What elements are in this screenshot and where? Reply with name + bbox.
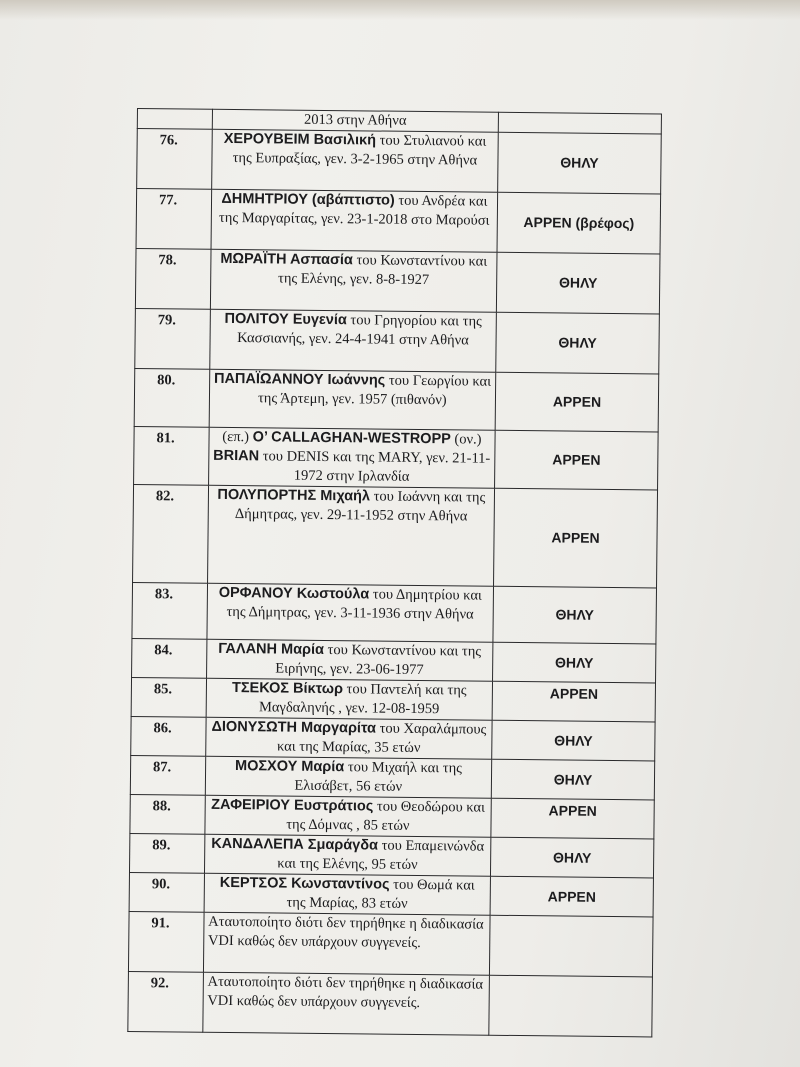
- person-details: του Ανδρέα και της Μαργαρίτας, γεν. 23-1-2018 στο Μαρούσι: [218, 192, 490, 229]
- table-row: [132, 638, 656, 682]
- row-number: 87.: [130, 755, 205, 795]
- sex-cell: ΘΗΛΥ: [493, 642, 656, 683]
- victims-table-body: [128, 109, 662, 1037]
- person-description: [208, 427, 495, 488]
- sex-cell: [489, 975, 653, 1037]
- unidentified-note: Αταυτοποίητο διότι δεν τηρήθηκε η διαδικασία VDI καθώς δεν υπάρχουν συγγενείς.: [207, 913, 484, 952]
- person-description: [205, 756, 492, 798]
- person-description: [209, 369, 496, 430]
- sex-cell: ΑΡΡΕΝ: [492, 681, 655, 722]
- unidentified-note: Αταυτοποίητο διότι δεν τηρήθηκε η διαδικασία VDI καθώς δεν υπάρχουν συγγενείς.: [207, 973, 484, 1012]
- table-row: [135, 308, 660, 373]
- table-row: [131, 716, 655, 760]
- person-details: του Κωνσταντίνου και της Ειρήνης, γεν. 23-06-1977: [275, 641, 482, 679]
- person-name: ΠΟΛΙΤΟΥ Ευγενία: [224, 310, 347, 329]
- person-name: ΧΕΡΟΥΒΕΙΜ Βασιλική: [223, 130, 377, 149]
- table-row: [137, 129, 662, 194]
- table-row: [128, 971, 653, 1036]
- table-row: [135, 248, 660, 313]
- table-row: [131, 677, 655, 721]
- person-details: του Ιωάννη και της Δήμητρας, γεν. 29-11-1952 στην Αθήνα: [234, 488, 486, 525]
- person-name: ΚΑΝΔΑΛΕΠΑ Σμαράγδα: [211, 835, 379, 854]
- row-number: 82.: [133, 484, 209, 583]
- sex-cell: ΘΗΛΥ: [492, 720, 655, 761]
- person-details: του Μιχαήλ και της Ελισάβετ, 56 ετών: [294, 759, 463, 795]
- person-details: του Παντελή και της Μαγδαληνής , γεν. 12-08-1959: [258, 681, 467, 718]
- continuation-text: 2013 στην Αθήνα: [303, 111, 407, 129]
- sex-cell: [498, 112, 661, 134]
- sex-cell: ΘΗΛΥ: [496, 252, 660, 314]
- person-given-name: BRIAN: [213, 447, 260, 465]
- person-details: του Επαμεινώνδα και της Ελένης, 95 ετών: [277, 837, 485, 873]
- person-details: του Θεοδώρου και της Δόμνας , 85 ετών: [286, 798, 486, 834]
- sex-cell: ΘΗΛΥ: [496, 312, 660, 374]
- table-row: [128, 911, 653, 976]
- row-number: 84.: [132, 638, 207, 678]
- row-number: 89.: [129, 833, 204, 873]
- person-name: ΚΕΡΤΣΟΣ Κωνσταντίνος: [219, 874, 390, 893]
- row-number: 91.: [128, 911, 203, 972]
- row-number: 80.: [134, 368, 209, 427]
- person-description: [207, 485, 494, 586]
- row-number: 81.: [134, 426, 209, 485]
- row-number: 90.: [129, 872, 204, 912]
- sex-cell: ΑΡΡΕΝ: [491, 798, 654, 839]
- name-infix: (ον.): [450, 431, 482, 448]
- table-row: [134, 368, 659, 431]
- sex-cell: ΘΗΛΥ: [498, 132, 662, 194]
- person-details: του Κωνσταντίνου και της Ελένης, γεν. 8-8-1927: [277, 252, 488, 289]
- person-name: ΔΙΟΝΥΣΩΤΗ Μαργαρίτα: [211, 718, 377, 737]
- person-description: [211, 189, 498, 252]
- victims-table: [127, 108, 662, 1037]
- sex-cell: ΘΗΛΥ: [491, 837, 654, 878]
- person-description: [210, 249, 497, 312]
- person-description: [206, 639, 493, 681]
- table-row: [134, 426, 659, 489]
- person-details: του Χαραλάμπους και της Μαρίας, 35 ετών: [276, 720, 487, 757]
- person-description: [207, 583, 494, 642]
- row-number: 79.: [135, 308, 210, 369]
- sex-cell: ΘΗΛΥ: [493, 586, 656, 644]
- person-name: ΓΑΛΑΝΗ Μαρία: [218, 640, 325, 658]
- person-name: ΖΑΦΕΙΡΙΟΥ Ευστράτιος: [211, 796, 374, 815]
- person-details: του DENIS και της MARY, γεν. 21-11-1972 στην Ιρλανδία: [259, 448, 491, 485]
- sex-cell: ΑΡΡΕΝ: [495, 372, 659, 432]
- sex-cell: [490, 915, 654, 977]
- person-name: ΟΡΦΑΝΟΥ Κωστούλα: [218, 584, 370, 603]
- table-row: [130, 794, 654, 838]
- person-name: ΔΗΜΗΤΡΙΟΥ (αβάπτιστο): [221, 190, 395, 209]
- person-description: [209, 309, 496, 372]
- person-details: του Γεωργίου και της Άρτεμη, γεν. 1957 (πιθανόν): [257, 372, 492, 409]
- sex-cell: ΑΡΡΕΝ: [494, 488, 658, 588]
- person-details: του Στυλιανού και της Ευπραξίας, γεν. 3-2-1965 στην Αθήνα: [232, 132, 487, 169]
- person-name: ΠΑΠΑΪΩΑΝΝΟΥ Ιωάννης: [213, 370, 386, 389]
- person-details: του Γρηγορίου και της Κασσιανής, γεν. 24-4-1941 στην Αθήνα: [237, 312, 482, 349]
- table-row: [133, 484, 658, 587]
- table-row: [132, 582, 657, 643]
- person-description: [204, 873, 491, 915]
- table-row: [136, 189, 661, 254]
- person-details: του Δημητρίου και της Δήμητρας, γεν. 3-11-1936 στην Αθήνα: [226, 586, 482, 623]
- person-name: ΜΟΣΧΟΥ Μαρία: [234, 758, 345, 776]
- person-description: [204, 834, 491, 876]
- person-description: [206, 678, 493, 720]
- row-number: 92.: [128, 971, 203, 1032]
- name-prefix: (επ.): [222, 428, 253, 446]
- sex-cell: ΑΡΡΕΝ (βρέφος): [497, 192, 661, 254]
- row-number: [137, 109, 212, 130]
- row-number: 83.: [132, 582, 207, 639]
- row-number: 76.: [137, 129, 212, 190]
- row-number: 78.: [135, 248, 210, 309]
- person-description: [203, 912, 490, 975]
- paper-edge-shadow: [0, 0, 800, 20]
- row-number: 88.: [130, 794, 205, 834]
- sex-cell: ΑΡΡΕΝ: [490, 876, 653, 917]
- row-number: 86.: [131, 716, 206, 756]
- table-row: [129, 833, 653, 877]
- table-row: [129, 872, 653, 916]
- table-row: [130, 755, 654, 799]
- row-number: 85.: [131, 677, 206, 717]
- sex-cell: ΘΗΛΥ: [491, 759, 654, 800]
- person-details: του Θωμά και της Μαρίας, 83 ετών: [286, 876, 475, 912]
- sex-cell: ΑΡΡΕΝ: [495, 430, 659, 490]
- person-name: O’ CALLAGHAN-WESTROPP: [252, 429, 451, 448]
- person-name: ΜΩΡΑΪΤΗ Ασπασία: [220, 250, 353, 269]
- person-description: [205, 717, 492, 759]
- person-description: [211, 129, 498, 192]
- person-name: ΠΟΛΥΠΟΡΤΗΣ Μιχαήλ: [217, 486, 371, 505]
- person-name: ΤΣΕΚΟΣ Βίκτωρ: [231, 680, 344, 698]
- person-description: [203, 972, 490, 1035]
- person-description: [205, 795, 492, 837]
- row-number: 77.: [136, 189, 211, 250]
